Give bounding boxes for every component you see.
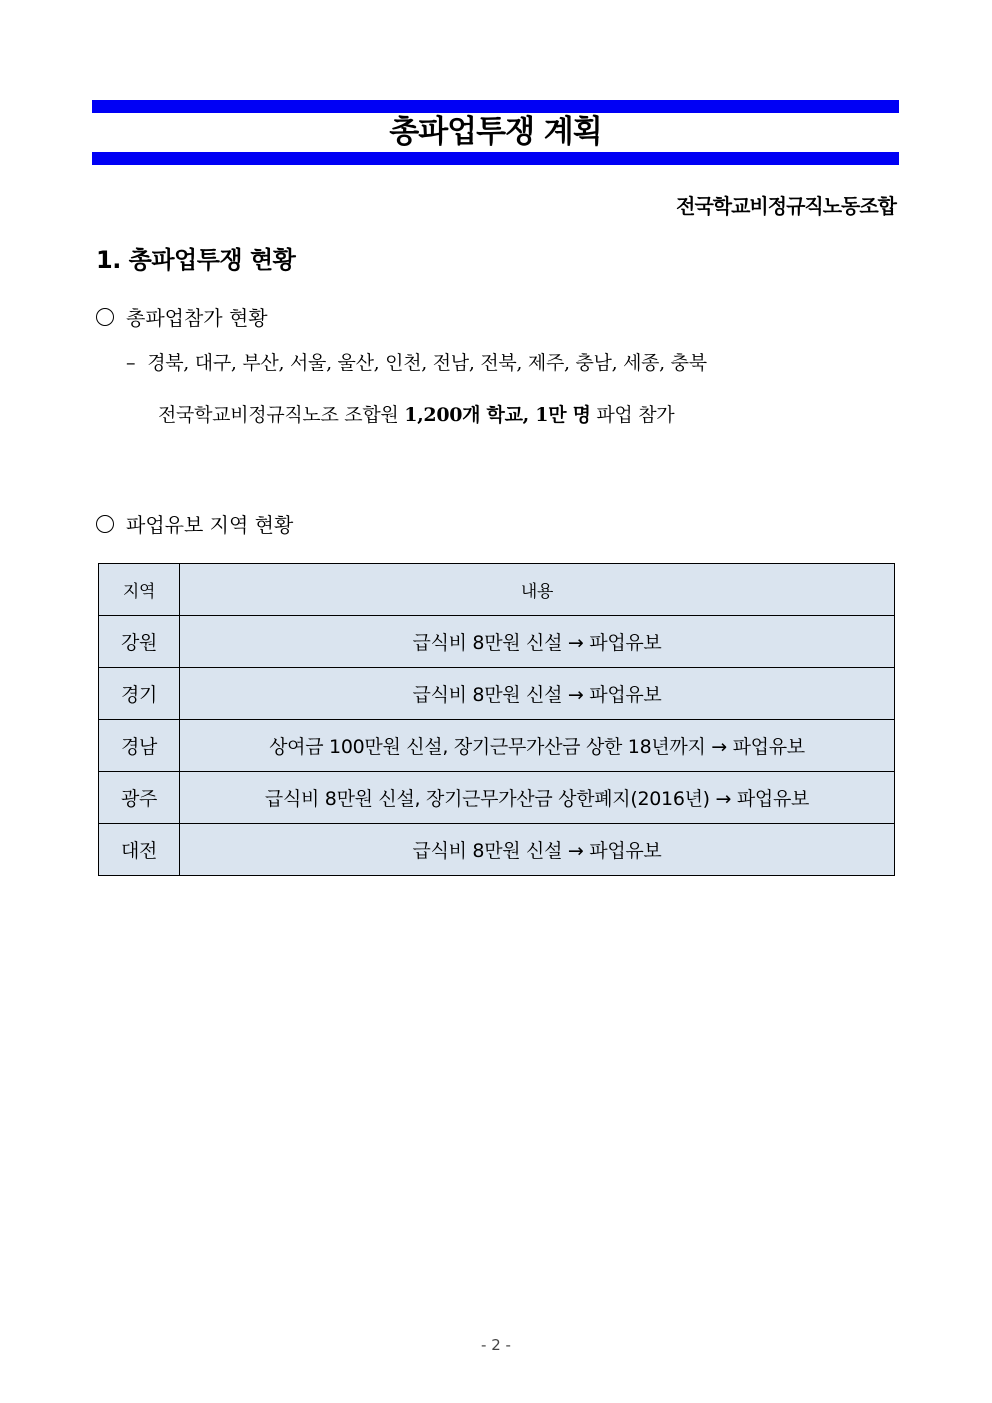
region-cell: 경기 [99, 668, 180, 720]
page-number: - 2 - [481, 1336, 511, 1354]
deferred-label: 파업유보 지역 현황 [126, 513, 294, 537]
content-cell: 급식비 8만원 신설, 장기근무가산금 상한폐지(2016년) → 파업유보 [180, 772, 895, 824]
detail-suffix: 파업 참가 [590, 404, 675, 426]
circle-bullet-icon [96, 308, 114, 326]
participation-bullet [96, 302, 268, 331]
regions-list: 경북, 대구, 부산, 서울, 울산, 인천, 전남, 전북, 제주, 충남, 세종, 충북 [147, 352, 707, 374]
table-row [99, 616, 895, 668]
region-cell: 대전 [99, 824, 180, 876]
organization-name: 전국학교비정규직노동조합 [676, 194, 896, 218]
table-header-row [99, 564, 895, 616]
table-row [99, 824, 895, 876]
section-heading: 1. 총파업투쟁 현황 [96, 246, 296, 274]
deferred-bullet [96, 509, 293, 538]
dash-marker: – [126, 352, 136, 374]
table-row [99, 772, 895, 824]
circle-bullet-icon [96, 515, 114, 533]
header-content: 내용 [180, 564, 895, 616]
deferred-regions-table [98, 563, 895, 876]
content-cell: 급식비 8만원 신설 → 파업유보 [180, 668, 895, 720]
title-bar-top [92, 100, 899, 113]
content-cell: 급식비 8만원 신설 → 파업유보 [180, 824, 895, 876]
region-cell: 강원 [99, 616, 180, 668]
detail-emphasis: 1,200개 학교, 1만 명 [404, 404, 591, 426]
title-bar-bottom [92, 152, 899, 165]
participation-label: 총파업참가 현황 [126, 306, 268, 330]
content-cell: 상여금 100만원 신설, 장기근무가산금 상한 18년까지 → 파업유보 [180, 720, 895, 772]
participation-detail [158, 400, 674, 427]
participation-regions [126, 348, 707, 375]
document-title: 총파업투쟁 계획 [389, 114, 602, 150]
header-region: 지역 [99, 564, 180, 616]
region-cell: 광주 [99, 772, 180, 824]
content-cell: 급식비 8만원 신설 → 파업유보 [180, 616, 895, 668]
table-row [99, 668, 895, 720]
table-row [99, 720, 895, 772]
detail-prefix: 전국학교비정규직노조 조합원 [158, 404, 405, 426]
region-cell: 경남 [99, 720, 180, 772]
